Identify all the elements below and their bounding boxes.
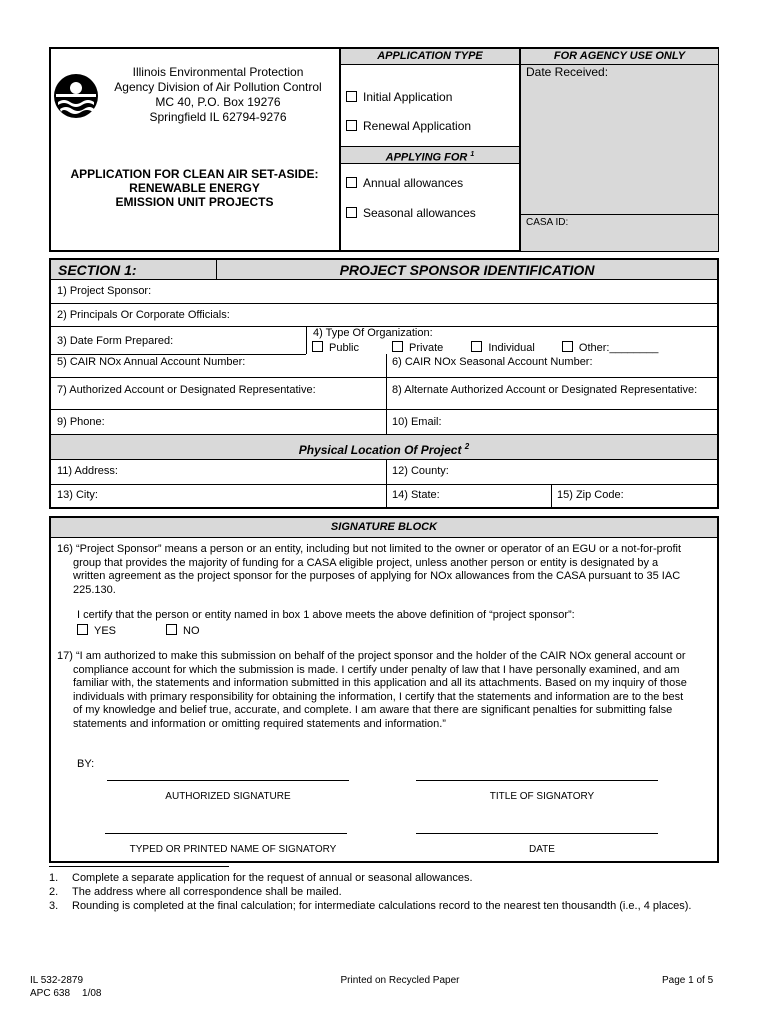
form-title-line-1: APPLICATION FOR CLEAN AIR SET-ASIDE: [70, 167, 319, 181]
agency-line-2: Agency Division of Air Pollution Control [114, 80, 322, 94]
state-field[interactable]: 14) State: [392, 489, 440, 501]
form-title-line-2: RENEWABLE ENERGY [129, 181, 260, 195]
applying-for-header: APPLYING FOR $^1$ [341, 146, 519, 164]
casa-id-label: CASA ID: [526, 217, 569, 228]
org-other-option[interactable]: Other:________ [562, 342, 659, 354]
application-type-header: APPLICATION TYPE [341, 49, 519, 65]
footnote-separator [49, 866, 229, 867]
title-of-signatory-label: TITLE OF SIGNATORY [489, 791, 595, 802]
org-private-checkbox[interactable] [392, 341, 403, 352]
recycled-paper-note: Printed on Recycled Paper [340, 975, 460, 986]
footnote-3: 3. Rounding is completed at the final calculation; for intermediate calculations record to the nearest ten thousandth (i.e., 4 places). [49, 900, 692, 912]
initial-application-option[interactable]: Initial Application [346, 91, 452, 104]
renewal-application-option[interactable]: Renewal Application [346, 120, 471, 133]
agency-line-4: Springfield IL 62794-9276 [149, 110, 287, 124]
address-field[interactable]: 11) Address: [57, 465, 118, 477]
authorized-signature-line[interactable] [107, 780, 349, 781]
by-label: BY: [77, 758, 95, 770]
agency-line-1: Illinois Environmental Protection [132, 65, 304, 79]
email-field[interactable]: 10) Email: [392, 416, 442, 428]
annual-allowances-checkbox[interactable] [346, 177, 357, 188]
authorized-representative-field[interactable]: 7) Authorized Account or Designated Representative: [57, 384, 316, 396]
signature-block-header: SIGNATURE BLOCK [330, 521, 438, 533]
org-individual-checkbox[interactable] [471, 341, 482, 352]
org-type-options [312, 341, 658, 355]
county-field[interactable]: 12) County: [392, 465, 449, 477]
page-number: Page 1 of 5 [662, 975, 714, 986]
org-private-option[interactable]: Private [392, 342, 443, 354]
sponsor-yes-option[interactable]: YES [77, 624, 116, 638]
physical-location-title: Physical Location Of Project $^2$ [298, 442, 470, 457]
date-line[interactable] [416, 833, 658, 834]
org-public-option[interactable]: Public [312, 342, 359, 354]
principals-field[interactable]: 2) Principals Or Corporate Officials: [57, 309, 230, 321]
title-of-signatory-line[interactable] [416, 780, 658, 781]
footnote-2: 2. The address where all correspondence shall be mailed. [49, 886, 342, 898]
typed-name-label: TYPED OR PRINTED NAME OF SIGNATORY [129, 844, 337, 855]
org-individual-option[interactable]: Individual [471, 342, 534, 354]
sponsor-yes-checkbox[interactable] [77, 624, 88, 635]
sponsor-no-option[interactable]: NO [166, 624, 200, 638]
project-sponsor-definition: 16) “Project Sponsor” means a person or an entity, including but not limited to the owner or operator of an EGU or a not-for-profit group that provides the majority of funding for a CASA eligible project, unless another person or entity is designated by a written agreement as the project sponsor for the purposes of applying for NOx allowances from the CASA pursuant to 35 IAC 225.130. [57, 543, 682, 596]
annual-allowances-option[interactable]: Annual allowances [346, 177, 463, 190]
org-type-label: 4) Type Of Organization: [313, 327, 433, 339]
apc-number: APC 638 1/08 [30, 988, 102, 999]
city-field[interactable]: 13) City: [57, 489, 98, 501]
date-form-prepared-field[interactable]: 3) Date Form Prepared: [57, 335, 174, 347]
zip-code-field[interactable]: 15) Zip Code: [557, 489, 624, 501]
date-received-label: Date Received: [526, 65, 609, 79]
form-number: IL 532-2879 [30, 975, 84, 986]
seasonal-allowances-option[interactable]: Seasonal allowances [346, 207, 476, 220]
sponsor-no-checkbox[interactable] [166, 624, 177, 635]
authorized-signature-label: AUTHORIZED SIGNATURE [165, 791, 291, 802]
cair-seasonal-account-field[interactable]: 6) CAIR NOx Seasonal Account Number: [392, 356, 593, 368]
renewal-application-checkbox[interactable] [346, 120, 357, 131]
typed-name-line[interactable] [105, 833, 347, 834]
alternate-representative-field[interactable]: 8) Alternate Authorized Account or Designated Representative: [392, 384, 698, 396]
footnote-1: 1. Complete a separate application for the request of annual or seasonal allowances. [49, 872, 473, 884]
section-1-label: SECTION 1: [58, 262, 137, 278]
date-label: DATE [529, 844, 555, 855]
org-other-checkbox[interactable] [562, 341, 573, 352]
form-title-line-3: EMISSION UNIT PROJECTS [115, 195, 274, 209]
agency-use-header: FOR AGENCY USE ONLY [553, 50, 686, 62]
section-1-title: PROJECT SPONSOR IDENTIFICATION [339, 262, 595, 278]
phone-field[interactable]: 9) Phone: [57, 416, 105, 428]
initial-application-checkbox[interactable] [346, 91, 357, 102]
agency-line-3: MC 40, P.O. Box 19276 [155, 95, 281, 109]
cair-annual-account-field[interactable]: 5) CAIR NOx Annual Account Number: [57, 356, 246, 368]
certify-statement: I certify that the person or entity named in box 1 above meets the above definition of “project sponsor”: [77, 609, 575, 621]
project-sponsor-field[interactable]: 1) Project Sponsor: [57, 285, 152, 297]
illinois-epa-logo [52, 72, 100, 120]
org-public-checkbox[interactable] [312, 341, 323, 352]
seasonal-allowances-checkbox[interactable] [346, 207, 357, 218]
certification-statement: 17) “I am authorized to make this submission on behalf of the project sponsor and the holder of the CAIR NOx general account or compliance account for which the submission is made. I certify under penalty of law that I have personally examined, and am familiar with, the statements and information submitted in this application and all its attachments. Based on my inquiry of those individuals with primary responsibility for obtaining the information, I certify that the statements and information are to the best of my knowledge and belief true, accurate, and complete. I am aware that there are significant penalties for submitting false statements and information or omitting required statements and information.” [57, 650, 687, 730]
